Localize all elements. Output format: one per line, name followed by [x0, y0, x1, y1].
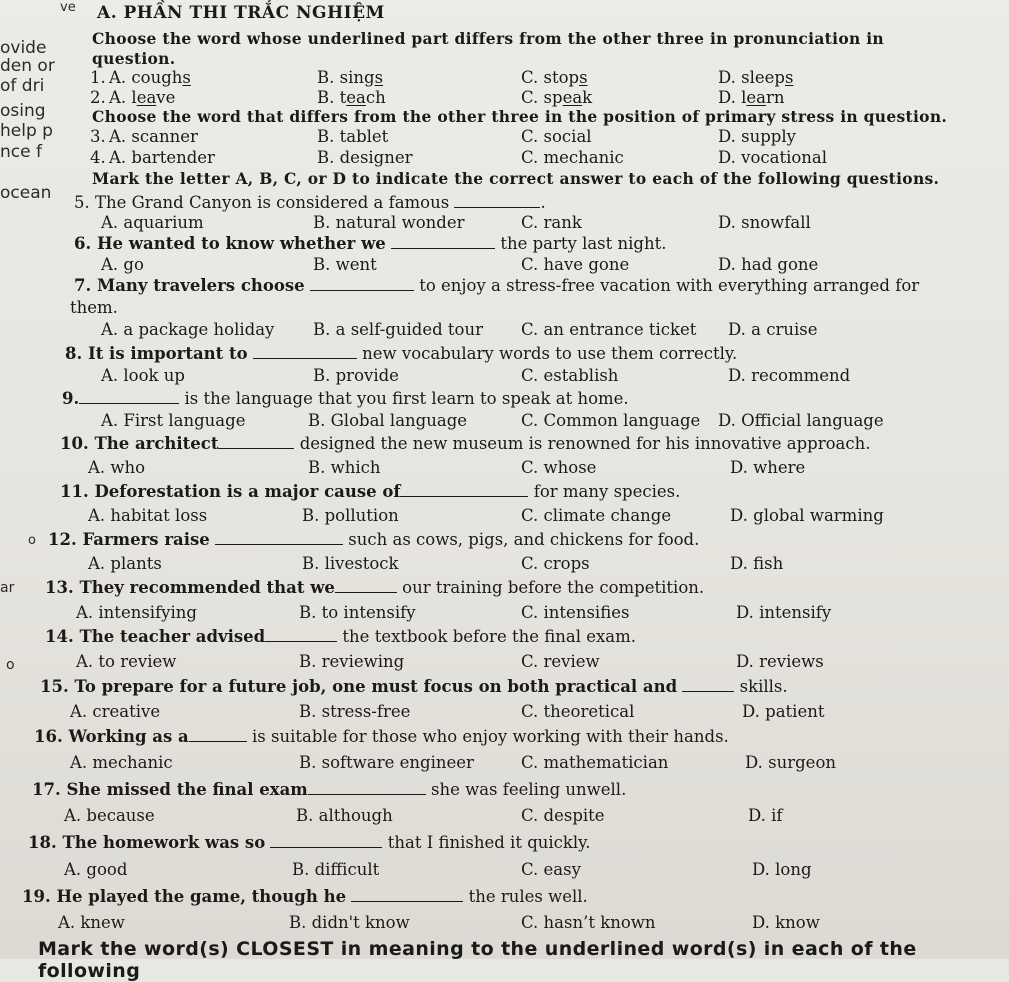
option-a[interactable]: A. to review — [76, 652, 177, 671]
section2-instruction: Choose the word that differs from the other three in the position of primary stress in question. — [92, 107, 948, 126]
option-a[interactable]: A. good — [64, 860, 128, 879]
option-b[interactable]: B. which — [308, 458, 381, 477]
option-b[interactable]: B. software engineer — [299, 753, 474, 772]
option-c[interactable]: C. intensifies — [521, 603, 630, 622]
question-stem: 5. The Grand Canyon is considered a famous . — [74, 193, 546, 212]
option-b[interactable]: B. tablet — [317, 127, 389, 146]
answer-blank[interactable] — [454, 193, 540, 208]
option-a[interactable]: A. go — [101, 255, 144, 274]
underlined-part: ea — [136, 88, 157, 107]
option-d[interactable]: D. patient — [742, 702, 825, 721]
option-c[interactable]: C. mathematician — [521, 753, 669, 772]
margin-fragment: ovide — [0, 38, 47, 58]
option-c[interactable]: C. have gone — [521, 255, 630, 274]
question-number: 3. — [90, 127, 106, 146]
option-c[interactable]: C. climate change — [521, 506, 672, 525]
underlined-part: ea — [346, 88, 366, 107]
option-c[interactable]: C. rank — [521, 213, 582, 232]
option-c[interactable]: C. despite — [521, 806, 605, 825]
option-b[interactable]: B. to intensify — [299, 603, 416, 622]
section4-instruction: Mark the word(s) CLOSEST in meaning to the underlined word(s) in each of the following — [38, 938, 917, 982]
option-b[interactable]: B. pollution — [302, 506, 399, 525]
question-stem: 8. It is important to new vocabulary words to use them correctly. — [65, 344, 738, 363]
question-stem-cont: them. — [70, 298, 118, 317]
answer-blank[interactable] — [335, 578, 397, 593]
option-b[interactable]: B. stress-free — [299, 702, 411, 721]
margin-fragment: of dri — [0, 76, 45, 96]
option-c[interactable]: C. easy — [521, 860, 581, 879]
margin-fragment: help p — [0, 121, 53, 141]
option-d[interactable]: D. Official language — [718, 411, 884, 430]
question-stem: 15. To prepare for a future job, one must focus on both practical and skills. — [40, 677, 788, 696]
option-c[interactable]: C. stops — [521, 68, 588, 87]
option-c[interactable]: C. hasn’t known — [521, 913, 656, 932]
answer-blank[interactable] — [189, 727, 247, 742]
option-d[interactable]: D. fish — [730, 554, 784, 573]
option-d[interactable]: D. long — [752, 860, 812, 879]
option-b[interactable]: B. went — [313, 255, 377, 274]
margin-fragment: ve — [60, 0, 76, 15]
option-d[interactable]: D. if — [748, 806, 783, 825]
option-a[interactable]: A. leave — [109, 88, 176, 107]
question-stem: 18. The homework was so that I finished it quickly. — [28, 833, 591, 852]
margin-fragment: ocean — [0, 183, 52, 203]
option-b[interactable]: B. didn't know — [289, 913, 410, 932]
answer-blank[interactable] — [218, 434, 294, 449]
margin-fragment: o — [28, 533, 36, 548]
option-d[interactable]: D. a cruise — [728, 320, 818, 339]
margin-fragment: o — [6, 657, 15, 673]
underlined-part: s — [579, 68, 588, 87]
option-b[interactable]: B. Global language — [308, 411, 468, 430]
answer-blank[interactable] — [310, 276, 414, 291]
option-b[interactable]: B. sings — [317, 68, 384, 87]
question-stem: 13. They recommended that we our training before the competition. — [45, 578, 705, 597]
question-stem: 17. She missed the final exam she was feeling unwell. — [32, 780, 627, 799]
underlined-part: ea — [562, 88, 583, 107]
option-c[interactable]: C. an entrance ticket — [521, 320, 697, 339]
question-stem: 16. Working as a is suitable for those who enjoy working with their hands. — [34, 727, 729, 746]
option-d[interactable]: D. had gone — [718, 255, 819, 274]
option-c[interactable]: C. theoretical — [521, 702, 635, 721]
option-a[interactable]: A. look up — [101, 366, 185, 385]
question-stem: 12. Farmers raise such as cows, pigs, and chickens for food. — [48, 530, 700, 549]
option-d[interactable]: D. know — [752, 913, 820, 932]
margin-fragment: den or — [0, 56, 55, 76]
answer-blank[interactable] — [215, 530, 343, 545]
option-a[interactable]: A. intensifying — [76, 603, 197, 622]
option-b[interactable]: B. livestock — [302, 554, 399, 573]
option-b[interactable]: B. natural wonder — [313, 213, 465, 232]
underlined-part: ea — [746, 88, 767, 107]
option-a[interactable]: A. First language — [101, 411, 246, 430]
option-b[interactable]: B. although — [296, 806, 393, 825]
option-c[interactable]: C. speak — [521, 88, 593, 107]
question-stem: 14. The teacher advised the textbook before the final exam. — [45, 627, 637, 646]
option-a[interactable]: A. habitat loss — [88, 506, 208, 525]
option-c[interactable]: C. establish — [521, 366, 619, 385]
option-a[interactable]: A. knew — [58, 913, 125, 932]
question-stem: 19. He played the game, though he the rules well. — [22, 887, 588, 906]
option-a[interactable]: A. mechanic — [70, 753, 173, 772]
option-b[interactable]: B. provide — [313, 366, 399, 385]
section1-instruction: Choose the word whose underlined part differs from the other three in pronunciation in — [92, 29, 884, 48]
answer-blank[interactable] — [308, 780, 426, 795]
question-stem: 10. The architect designed the new museum is renowned for his innovative approach. — [60, 434, 871, 453]
option-a[interactable]: A. scanner — [109, 127, 198, 146]
answer-blank[interactable] — [79, 389, 179, 404]
question-stem: 7. Many travelers choose to enjoy a stress-free vacation with everything arranged for — [74, 276, 920, 295]
option-d[interactable]: D. snowfall — [718, 213, 811, 232]
margin-fragment: osing — [0, 101, 46, 121]
option-a[interactable]: A. a package holiday — [101, 320, 275, 339]
option-c[interactable]: C. whose — [521, 458, 597, 477]
question-number: 2. — [90, 88, 106, 107]
underlined-part: s — [374, 68, 384, 87]
option-d[interactable]: D. where — [730, 458, 806, 477]
answer-blank[interactable] — [682, 677, 734, 692]
option-a[interactable]: A. coughs — [109, 68, 191, 87]
option-b[interactable]: B. designer — [317, 148, 413, 167]
option-d[interactable]: D. reviews — [736, 652, 824, 671]
question-stem: 11. Deforestation is a major cause of for many species. — [60, 482, 681, 501]
option-d[interactable]: D. vocational — [718, 148, 828, 167]
answer-blank[interactable] — [391, 234, 495, 249]
option-c[interactable]: C. mechanic — [521, 148, 624, 167]
question-number: 1. — [90, 68, 106, 87]
question-number: 4. — [90, 148, 106, 167]
question-stem: 6. He wanted to know whether we the party last night. — [74, 234, 667, 253]
option-d[interactable]: D. learn — [718, 88, 785, 107]
option-a[interactable]: A. because — [64, 806, 155, 825]
underlined-part: s — [784, 68, 794, 87]
option-a[interactable]: A. bartender — [109, 148, 215, 167]
option-b[interactable]: B. a self-guided tour — [313, 320, 483, 339]
underlined-part: s — [182, 68, 191, 87]
option-a[interactable]: A. creative — [70, 702, 161, 721]
option-d[interactable]: D. recommend — [728, 366, 851, 385]
section3-instruction: Mark the letter A, B, C, or D to indicate the correct answer to each of the following questions. — [92, 169, 940, 188]
answer-blank[interactable] — [351, 887, 463, 902]
option-a[interactable]: A. who — [88, 458, 146, 477]
option-d[interactable]: D. supply — [718, 127, 796, 146]
answer-blank[interactable] — [400, 482, 528, 497]
option-c[interactable]: C. Common language — [521, 411, 701, 430]
option-c[interactable]: C. review — [521, 652, 600, 671]
option-b[interactable]: B. reviewing — [299, 652, 405, 671]
answer-blank[interactable] — [265, 627, 337, 642]
margin-fragment: ar — [0, 580, 15, 596]
option-b[interactable]: B. difficult — [292, 860, 380, 879]
option-d[interactable]: D. sleeps — [718, 68, 794, 87]
answer-blank[interactable] — [270, 833, 382, 848]
option-d[interactable]: D. global warming — [730, 506, 884, 525]
option-b[interactable]: B. teach — [317, 88, 386, 107]
option-c[interactable]: C. social — [521, 127, 592, 146]
option-c[interactable]: C. crops — [521, 554, 590, 573]
option-a[interactable]: A. aquarium — [101, 213, 204, 232]
option-d[interactable]: D. surgeon — [745, 753, 836, 772]
margin-fragment: nce f — [0, 142, 42, 162]
option-d[interactable]: D. intensify — [736, 603, 832, 622]
question-stem: 9. is the language that you first learn to speak at home. — [62, 389, 629, 408]
page-title: A. PHẦN THI TRẮC NGHIỆM — [97, 3, 385, 23]
option-a[interactable]: A. plants — [88, 554, 162, 573]
section1-instruction-cont: question. — [92, 49, 176, 68]
answer-blank[interactable] — [253, 344, 357, 359]
